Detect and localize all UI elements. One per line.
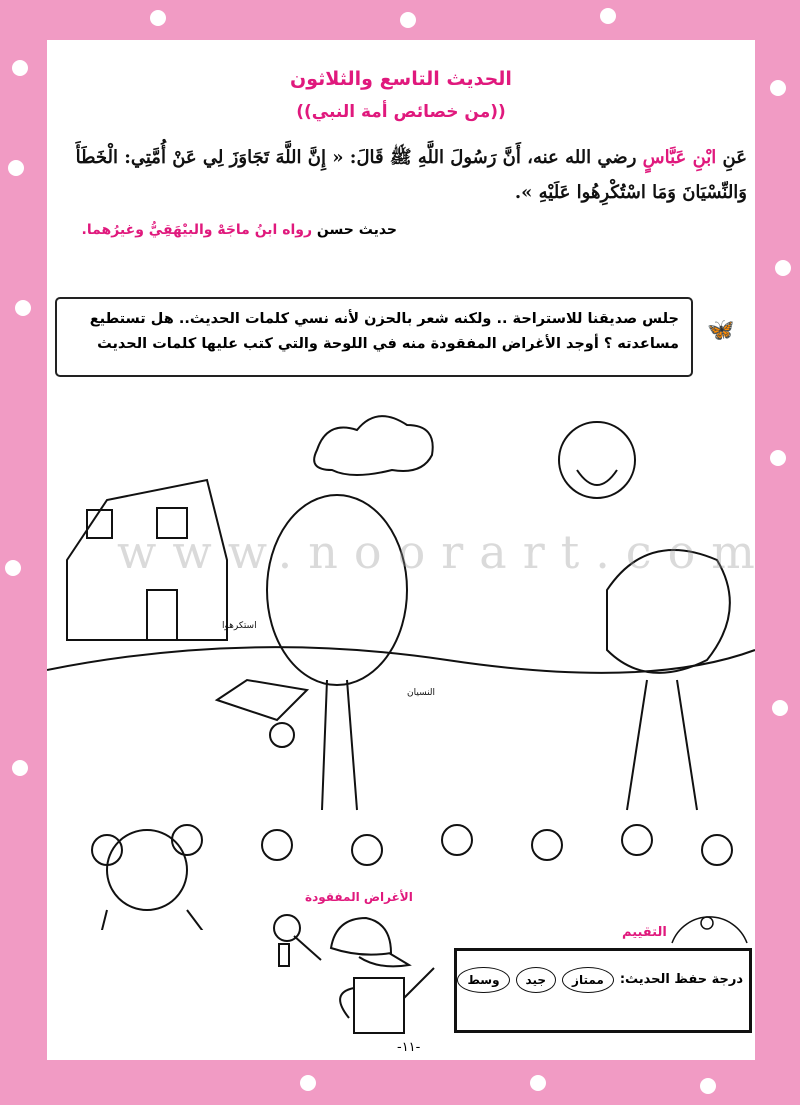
dot — [150, 10, 166, 26]
evaluation-label: التقييم — [622, 925, 667, 940]
dot — [770, 450, 786, 466]
hadith-text — [57, 140, 747, 210]
dot — [770, 80, 786, 96]
watermark: www.noorart.com — [117, 525, 771, 579]
narrator-prefix: عَنِ — [716, 147, 747, 168]
hill-line — [47, 647, 755, 673]
dot — [5, 560, 21, 576]
task-box: جلس صديقنا للاستراحة .. ولكنه شعر بالحزن لأنه نسي كلمات الحديث.. هل تستطيع مساعدته ؟ أوجد الأغراض المفقودة منه في اللوحة والتي كتب عليها كلمات الحديث — [55, 297, 693, 377]
sun-face-icon — [667, 878, 752, 948]
scene-label: استكرهوا — [222, 621, 257, 631]
page-number: -١١- — [397, 1040, 421, 1055]
hadith-reference: رواه ابنُ ماجَهْ والبيْهَقِيُّ وغيرُهما. — [81, 222, 313, 238]
coloring-scene — [47, 390, 755, 930]
butterfly-icon: 🦋 — [707, 318, 735, 343]
grade-option-excellent[interactable]: ممتاز — [562, 967, 614, 993]
dot — [700, 1078, 716, 1094]
dot — [300, 1075, 316, 1091]
page-title: الحديث التاسع والثلاثون — [290, 68, 512, 90]
key-icon — [274, 915, 321, 966]
watering-can-icon — [340, 968, 434, 1033]
hadith-source — [82, 222, 397, 238]
dot — [775, 260, 791, 276]
hadith-body: رضي الله عنه، أَنَّ رَسُولَ اللَّهِ ﷺ قَالَ: « إِنَّ اللَّهَ تَجَاوَزَ لِي عَنْ أُمَّتِي: الْخَطَأَ وَالنِّسْيَانَ وَمَا اسْتُكْرِهُوا عَلَيْهِ ». — [75, 147, 747, 203]
cloud-drawing — [314, 416, 433, 475]
wheelbarrow-drawing — [217, 680, 307, 747]
flowers-drawing — [92, 825, 732, 865]
dot — [772, 700, 788, 716]
dot — [8, 160, 24, 176]
dot — [12, 60, 28, 76]
dot — [600, 8, 616, 24]
scene-label: النسيان — [407, 688, 436, 698]
boy-drawing — [87, 830, 247, 930]
missing-items-label: الأغراض المفقودة — [305, 890, 413, 904]
grade-prompt: درجة حفظ الحديث: — [619, 972, 743, 987]
worksheet-page — [47, 40, 771, 1060]
evaluation-box — [454, 948, 752, 1033]
dot — [15, 300, 31, 316]
missing-items — [269, 908, 449, 1038]
grade-option-good[interactable]: جيد — [516, 967, 556, 993]
dot — [12, 760, 28, 776]
grade-option-average[interactable]: وسط — [457, 967, 509, 993]
narrator-name: ابْنِ عَبَّاسٍ — [642, 147, 717, 168]
big-tree-drawing — [607, 550, 730, 810]
page-subtitle: ((من خصائص أمة النبي)) — [296, 102, 506, 122]
cap-icon — [331, 918, 409, 966]
hadith-grade: حديث حسن — [312, 222, 397, 238]
dot — [530, 1075, 546, 1091]
sun-drawing — [559, 422, 635, 498]
dot — [400, 12, 416, 28]
